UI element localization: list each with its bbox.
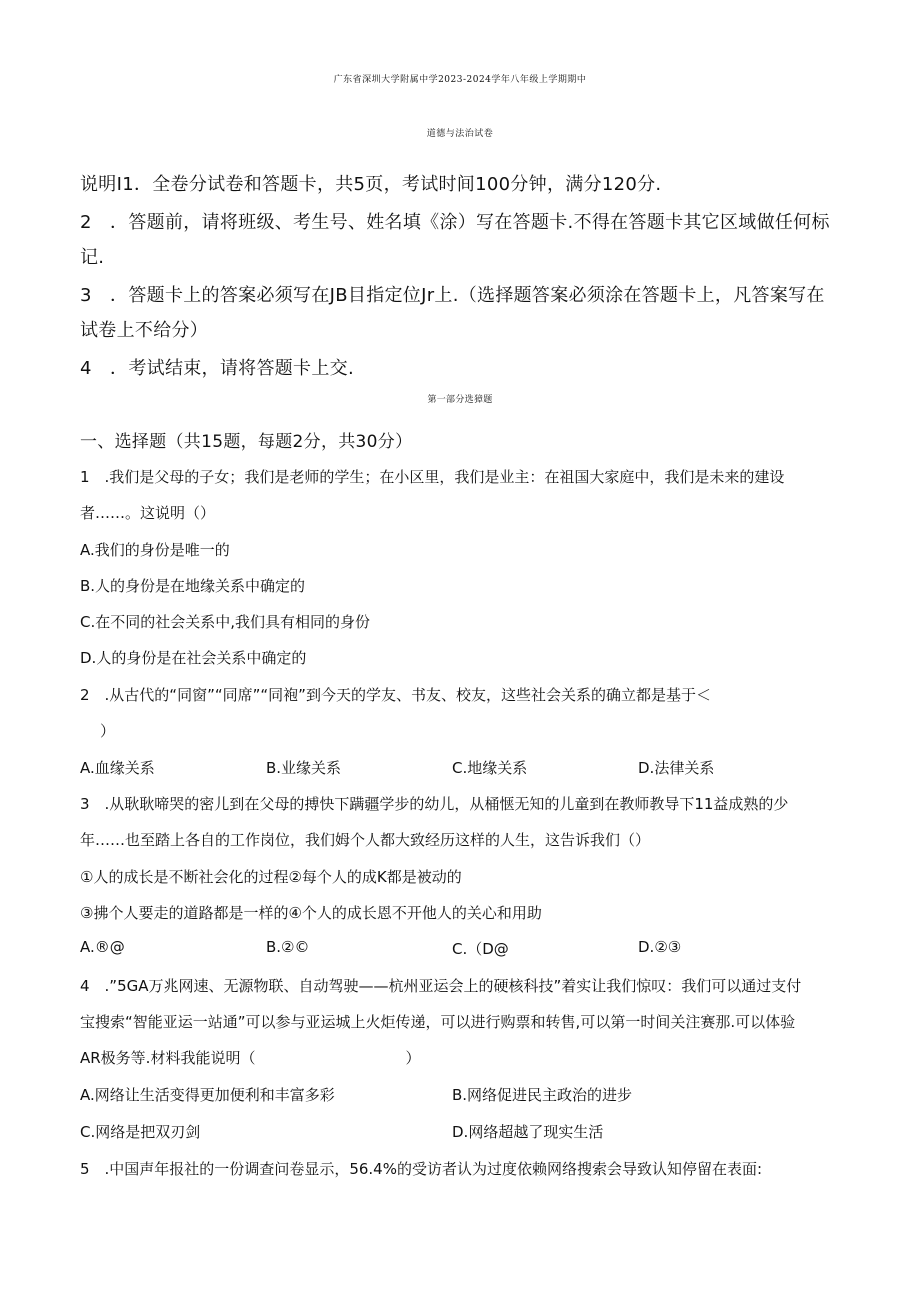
option-a: A.网络让生活变得更加便利和丰富多彩	[80, 1086, 335, 1104]
question-stem-cont: ）	[100, 722, 116, 740]
question-stem: 2 .从古代的“同窗”“同席”“同袍”到今天的学友、书友、校友，这些社会关系的确立都是基于＜	[80, 686, 711, 704]
option-a: A.我们的身份是唯一的	[80, 541, 230, 559]
instruction-line-2: 2 ．答题前，请将班级、考生号、姓名填《涂）写在答题卡.不得在答题卡其它区域做任何标	[80, 212, 830, 233]
option-c: C.在不同的社会关系中,我们具有相同的身份	[80, 613, 371, 631]
option-d: D.人的身份是在社会关系中确定的	[80, 649, 307, 667]
option-c: C.（D@	[452, 940, 509, 958]
option-c: C.网络是把双刃剑	[80, 1123, 201, 1141]
statement-line-1: ①人的成长是不断社会化的过程②每个人的成K都是被动的	[80, 868, 462, 886]
option-b: B.业缘关系	[266, 759, 342, 777]
question-stem-cont-2: AR极务等.材料我能说明（ ）	[80, 1049, 421, 1067]
option-a: A.®@	[80, 938, 125, 956]
part-title: 第一部分选獐题	[427, 395, 493, 405]
option-d: D.②③	[638, 938, 682, 956]
option-d: D.网络超越了现实生活	[452, 1123, 604, 1141]
page-title: 广东省深圳大学附属中学2023-2024学年八年级上学期期中	[333, 75, 587, 85]
instruction-line-1: 说明I1．全卷分试卷和答题卡，共5页，考试时间100分钟，满分120分.	[80, 174, 662, 195]
instruction-line-3: 3 ．答题卡上的答案必须写在JB目指定位Jr上.（选择题答案必须涂在答题卡上，凡答案写在	[80, 285, 825, 306]
instruction-line-3-cont: 试卷上不给分）	[80, 320, 209, 341]
option-d: D.法律关系	[638, 759, 715, 777]
section-heading: 一、选择题（共15题，每题2分，共30分）	[80, 432, 413, 452]
question-stem: 1 .我们是父母的子女；我们是老师的学生；在小区里，我们是业主：在祖国大家庭中，我们是未来的建设	[80, 468, 785, 486]
option-c: C.地缘关系	[452, 759, 528, 777]
question-stem: 4 .”5GA万兆网速、无源物联、自动驾驶——杭州亚运会上的硬核科技”着实让我们惊叹：我们可以通过支付	[80, 977, 802, 995]
question-stem: 3 .从耿耿啼哭的密儿到在父母的搏快下蹒疆学步的幼儿，从桶惬无知的儿童到在教师教导下11益成熟的少	[80, 795, 789, 813]
option-b: B.网络促进民主政治的进步	[452, 1086, 633, 1104]
question-stem-cont: 者……。这说明（）	[80, 504, 216, 522]
question-stem-cont: 宝搜索“智能亚运一站通”可以参与亚运城上火炬传递，可以进行购票和转售,可以第一时间关注赛那.可以体验	[80, 1013, 796, 1031]
question-stem-cont: 年……也至踏上各自的工作岗位，我们姆个人都大致经历这样的人生，这告诉我们（）	[80, 831, 651, 849]
question-stem: 5 .中国声年报社的一份调查问卷显示，56.4%的受访者认为过度依赖网络搜索会导致认知停留在表面:	[80, 1160, 763, 1178]
option-b: B.人的身份是在地缘关系中确定的	[80, 577, 306, 595]
statement-line-2: ③拂个人要走的道路都是一样的④个人的成长恩不开他人的关心和用助	[80, 904, 542, 922]
instruction-line-2-cont: 记.	[80, 247, 105, 268]
instruction-line-4: 4 ．考试结束，请将答题卡上交.	[80, 358, 354, 379]
option-a: A.血缘关系	[80, 759, 155, 777]
page-subtitle: 道德与法治试卷	[426, 129, 494, 139]
option-b: B.②©	[266, 938, 310, 956]
